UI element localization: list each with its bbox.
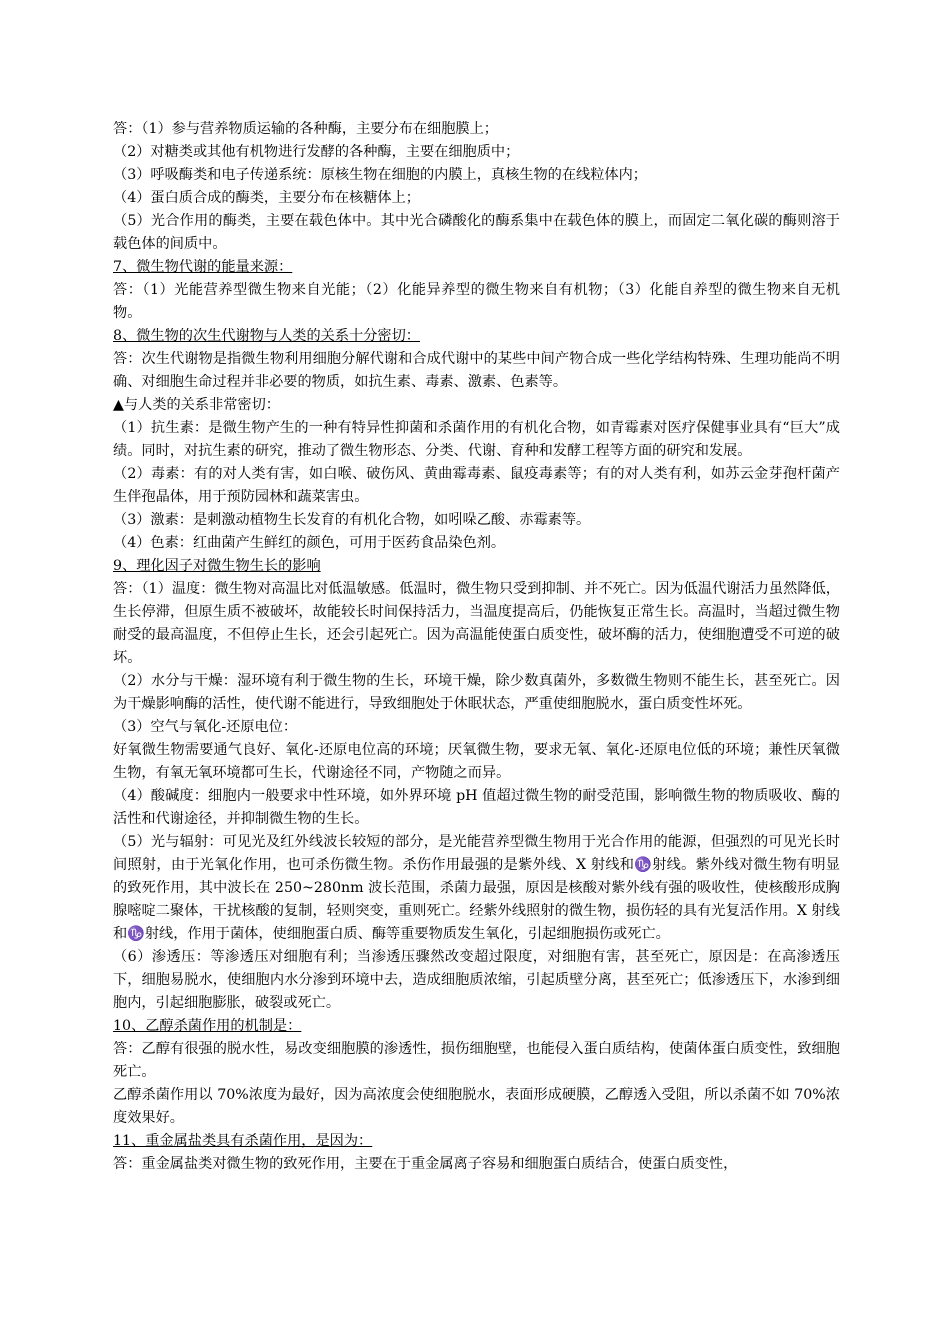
body-paragraph: （3）空气与氧化-还原电位：: [113, 719, 298, 735]
body-paragraph: （4）酸碱度：细胞内一般要求中性环境，如外界环境 pH 值超过微生物的耐受范围，影响微生物的物质吸收、酶的活性和代谢途径，并抑制微生物的生长。: [113, 788, 840, 827]
body-paragraph: （2）对糖类或其他有机物进行发酵的各种酶，主要在细胞质中；: [113, 144, 520, 160]
body-paragraph: 答：乙醇有很强的脱水性，易改变细胞膜的渗透性，损伤细胞壁，也能侵入蛋白质结构，使菌体蛋白质变性，致细胞死亡。: [113, 1041, 840, 1080]
body-paragraph: （6）渗透压：等渗透压对细胞有利；当渗透压骤然改变超过限度，对细胞有害，甚至死亡，原因是：在高渗透压下，细胞易脱水，使细胞内水分渗到环境中去，造成细胞质浓缩，引起质壁分离，甚至死亡；低渗透压下，水渗到细胞内，引起细胞膨胀，破裂或死亡。: [113, 949, 840, 1011]
body-paragraph: （5）光合作用的酶类，主要在载色体中。其中光合磷酸化的酶系集中在载色体的膜上，而固定二氧化碳的酶则溶于载色体的间质中。: [113, 213, 840, 252]
body-paragraph: （4）色素：红曲菌产生鲜红的颜色，可用于医药食品染色剂。: [113, 535, 506, 551]
body-paragraph: （4）蛋白质合成的酶类，主要分布在核糖体上；: [113, 190, 420, 206]
section-heading: 10、乙醇杀菌作用的机制是：: [113, 1018, 302, 1034]
section-heading: 11、重金属盐类具有杀菌作用，是因为：: [113, 1133, 373, 1149]
body-paragraph: （2）水分与干燥：湿环境有利于微生物的生长，环境干燥，除少数真菌外，多数微生物则不能生长，甚至死亡。因为干燥影响酶的活性，使代谢不能进行，导致细胞处于休眠状态，严重使细胞脱水，蛋白质变性坏死。: [113, 673, 840, 712]
body-paragraph: （5）光与辐射：可见光及红外线波长较短的部分，是光能营养型微生物用于光合作用的能源，但强烈的可见光长时间照射，由于光氧化作用，也可杀伤微生物。杀伤作用最强的是紫外线、X 射线和♑射线。紫外线对微生物有明显的致死作用，其中波长在 250~280nm 波长范围，杀菌力最强，原因是核酸对紫外线有强的吸收性，使核酸形成胸腺嘧啶二聚体，干扰核酸的复制，轻则突变，重则死亡。经紫外线照射的微生物，损伤轻的具有光复活作用。X 射线和♑射线，作用于菌体，使细胞蛋白质、酶等重要物质发生氧化，引起细胞损伤或死亡。: [113, 834, 840, 942]
section-heading: 9、理化因子对微生物生长的影响: [113, 558, 321, 574]
body-paragraph: （1）抗生素：是微生物产生的一种有特异性抑菌和杀菌作用的有机化合物，如青霉素对医疗保健事业具有“巨大”成绩。同时，对抗生素的研究，推动了微生物形态、分类、代谢、育种和发酵工程等方面的研究和发展。: [113, 420, 840, 459]
section-heading: 8、微生物的次生代谢物与人类的关系十分密切：: [113, 328, 420, 344]
body-paragraph: （3）呼吸酶类和电子传递系统：原核生物在细胞的内膜上，真核生物的在线粒体内；: [113, 167, 647, 183]
body-paragraph: （2）毒素：有的对人类有害，如白喉、破伤风、黄曲霉毒素、鼠疫毒素等；有的对人类有利，如苏云金芽孢杆菌产生伴孢晶体，用于预防园林和蔬菜害虫。: [113, 466, 840, 505]
body-paragraph: （3）激素：是刺激动植物生长发育的有机化合物，如吲哚乙酸、赤霉素等。: [113, 512, 591, 528]
body-paragraph: 答：（1）参与营养物质运输的各种酶，主要分布在细胞膜上；: [113, 121, 498, 137]
body-paragraph: 好氧微生物需要通气良好、氧化-还原电位高的环境；厌氧微生物，要求无氧、氧化-还原电位低的环境；兼性厌氧微生物，有氧无氧环境都可生长，代谢途径不同，产物随之而异。: [113, 742, 840, 781]
section-heading: 7、微生物代谢的能量来源：: [113, 259, 293, 275]
body-paragraph: 答：重金属盐类对微生物的致死作用，主要在于重金属离子容易和细胞蛋白质结合，使蛋白质变性，: [113, 1156, 738, 1172]
document-body: [113, 118, 840, 1176]
body-paragraph: 乙醇杀菌作用以 70%浓度为最好，因为高浓度会使细胞脱水，表面形成硬膜，乙醇透入受阻，所以杀菌不如 70%浓度效果好。: [113, 1087, 840, 1126]
body-paragraph: 答：（1）光能营养型微生物来自光能；（2）化能异养型的微生物来自有机物；（3）化能自养型的微生物来自无机物。: [113, 282, 840, 321]
body-paragraph: ▲与人类的关系非常密切：: [113, 397, 280, 413]
body-paragraph: 答：（1）温度：微生物对高温比对低温敏感。低温时，微生物只受到抑制、并不死亡。因为低温代谢活力虽然降低，生长停滞，但原生质不被破坏，故能较长时间保持活力，当温度提高后，仍能恢复正常生长。高温时，当超过微生物耐受的最高温度，不但停止生长，还会引起死亡。因为高温能使蛋白质变性，破坏酶的活力，使细胞遭受不可逆的破坏。: [113, 581, 840, 666]
body-paragraph: 答：次生代谢物是指微生物利用细胞分解代谢和合成代谢中的某些中间产物合成一些化学结构特殊、生理功能尚不明确、对细胞生命过程并非必要的物质，如抗生素、毒素、激素、色素等。: [113, 351, 840, 390]
